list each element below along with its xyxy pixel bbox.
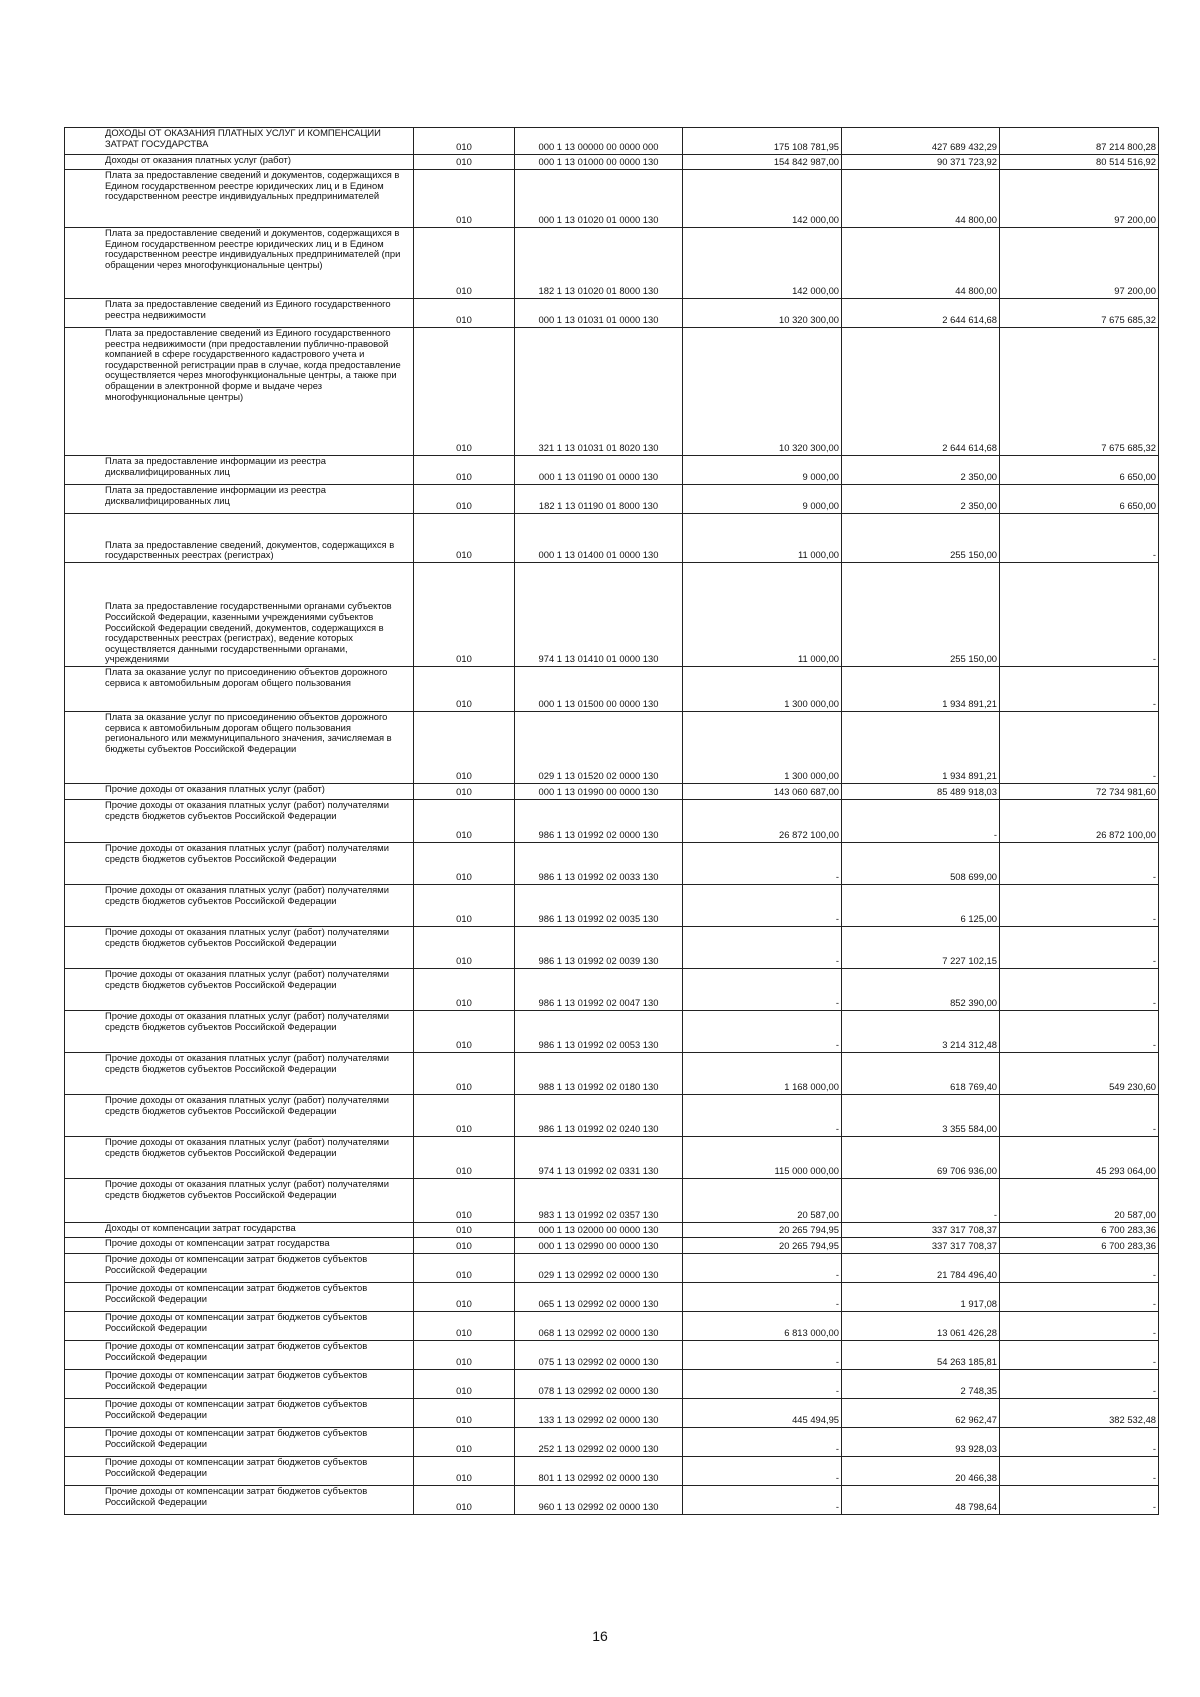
row-name-cell xyxy=(65,1011,414,1053)
row-budget-code-cell: 988 1 13 01992 02 0180 130 xyxy=(515,1053,683,1095)
row-budget-code-cell: 068 1 13 02992 02 0000 130 xyxy=(515,1312,683,1341)
row-value-2-cell: 69 706 936,00 xyxy=(842,1137,1000,1179)
row-name-text: Прочие доходы от оказания платных услуг (работ) получателями средств бюджетов субъектов Российской Федерации xyxy=(105,1010,389,1032)
table-row xyxy=(65,1238,1159,1254)
row-name-text: Прочие доходы от оказания платных услуг (работ) xyxy=(105,783,325,794)
row-value-1-cell: 20 265 794,95 xyxy=(683,1223,842,1238)
table-row xyxy=(65,1223,1159,1238)
table-row xyxy=(65,456,1159,485)
row-budget-code-cell: 000 1 13 01400 01 0000 130 xyxy=(515,514,683,563)
row-value-1-cell: - xyxy=(683,1011,842,1053)
row-line-code-cell: 010 xyxy=(414,1223,515,1238)
row-value-3-cell: 6 700 283,36 xyxy=(1000,1238,1159,1254)
row-value-3-cell: - xyxy=(1000,1095,1159,1137)
row-name-cell xyxy=(65,1137,414,1179)
row-budget-code-cell: 986 1 13 01992 02 0053 130 xyxy=(515,1011,683,1053)
row-budget-code-cell: 000 1 13 01020 01 0000 130 xyxy=(515,170,683,228)
row-value-3-cell: 382 532,48 xyxy=(1000,1399,1159,1428)
row-name-cell xyxy=(65,563,414,667)
row-name-cell xyxy=(65,1341,414,1370)
row-value-3-cell: 80 514 516,92 xyxy=(1000,155,1159,170)
table-row xyxy=(65,1457,1159,1486)
row-value-2-cell: 1 917,08 xyxy=(842,1283,1000,1312)
row-value-2-cell: 2 350,00 xyxy=(842,485,1000,514)
row-value-3-cell: - xyxy=(1000,712,1159,784)
row-line-code-cell: 010 xyxy=(414,1370,515,1399)
row-value-1-cell: - xyxy=(683,1428,842,1457)
table-row xyxy=(65,784,1159,800)
row-name-text: Плата за предоставление сведений, документов, содержащихся в государственных реестрах (регистрах) xyxy=(105,538,395,561)
row-budget-code-cell: 078 1 13 02992 02 0000 130 xyxy=(515,1370,683,1399)
row-name-text: Плата за оказание услуг по присоединению объектов дорожного сервиса к автомобильным дорогам общего пользования регионального или межмуниципального значения, зачисляемая в бюджеты субъектов Российской Федерации xyxy=(105,711,392,754)
row-name-text: Плата за предоставление государственными органами субъектов Российской Федерации, казенными учреждениями субъектов Российской Федерации сведений, документов, содержащихся в государственных реестрах (регистрах), ведение которых осуществляется данными государственными органами, учреждениями xyxy=(105,600,392,665)
row-value-3-cell: 6 650,00 xyxy=(1000,485,1159,514)
row-value-2-cell: 44 800,00 xyxy=(842,170,1000,228)
table-row xyxy=(65,969,1159,1011)
row-value-3-cell: - xyxy=(1000,1486,1159,1515)
row-value-3-cell: - xyxy=(1000,514,1159,563)
row-value-3-cell: 97 200,00 xyxy=(1000,228,1159,299)
row-name-text: Прочие доходы от компенсации затрат бюджетов субъектов Российской Федерации xyxy=(105,1456,368,1478)
row-value-1-cell: 10 320 300,00 xyxy=(683,328,842,456)
row-value-1-cell: - xyxy=(683,927,842,969)
row-budget-code-cell: 986 1 13 01992 02 0047 130 xyxy=(515,969,683,1011)
revenue-table xyxy=(64,127,1159,1515)
row-value-1-cell: 142 000,00 xyxy=(683,228,842,299)
table-row xyxy=(65,1137,1159,1179)
row-value-2-cell: 2 644 614,68 xyxy=(842,299,1000,328)
row-name-cell xyxy=(65,1399,414,1428)
row-name-text: Прочие доходы от компенсации затрат бюджетов субъектов Российской Федерации xyxy=(105,1427,368,1449)
row-value-1-cell: 10 320 300,00 xyxy=(683,299,842,328)
row-value-3-cell: 6 650,00 xyxy=(1000,456,1159,485)
row-line-code-cell: 010 xyxy=(414,1428,515,1457)
row-value-2-cell: 85 489 918,03 xyxy=(842,784,1000,800)
row-budget-code-cell: 000 1 13 01500 00 0000 130 xyxy=(515,667,683,712)
row-value-2-cell: 3 214 312,48 xyxy=(842,1011,1000,1053)
row-line-code-cell: 010 xyxy=(414,228,515,299)
row-value-1-cell: 6 813 000,00 xyxy=(683,1312,842,1341)
row-value-3-cell: - xyxy=(1000,1370,1159,1399)
row-line-code-cell: 010 xyxy=(414,1254,515,1283)
row-name-text: Прочие доходы от оказания платных услуг (работ) получателями средств бюджетов субъектов Российской Федерации xyxy=(105,842,389,864)
row-value-1-cell: - xyxy=(683,1283,842,1312)
row-value-2-cell: 1 934 891,21 xyxy=(842,712,1000,784)
row-name-cell xyxy=(65,927,414,969)
report-document xyxy=(64,127,1159,1515)
row-name-cell xyxy=(65,485,414,514)
row-name-cell xyxy=(65,128,414,155)
row-budget-code-cell: 974 1 13 01410 01 0000 130 xyxy=(515,563,683,667)
row-line-code-cell: 010 xyxy=(414,514,515,563)
row-value-1-cell: 11 000,00 xyxy=(683,563,842,667)
row-value-1-cell: 20 587,00 xyxy=(683,1179,842,1223)
row-line-code-cell: 010 xyxy=(414,969,515,1011)
row-name-text: Прочие доходы от компенсации затрат бюджетов субъектов Российской Федерации xyxy=(105,1340,368,1362)
table-row xyxy=(65,128,1159,155)
row-value-3-cell: 549 230,60 xyxy=(1000,1053,1159,1095)
row-budget-code-cell: 029 1 13 01520 02 0000 130 xyxy=(515,712,683,784)
row-value-1-cell: 9 000,00 xyxy=(683,485,842,514)
row-budget-code-cell: 986 1 13 01992 02 0033 130 xyxy=(515,843,683,885)
row-value-3-cell: - xyxy=(1000,843,1159,885)
row-name-cell xyxy=(65,299,414,328)
row-value-3-cell: - xyxy=(1000,885,1159,927)
row-name-text: Плата за предоставление сведений из Единого государственного реестра недвижимости xyxy=(105,298,391,320)
row-value-1-cell: 1 300 000,00 xyxy=(683,712,842,784)
row-name-cell xyxy=(65,885,414,927)
row-value-2-cell: 2 644 614,68 xyxy=(842,328,1000,456)
row-value-3-cell: 6 700 283,36 xyxy=(1000,1223,1159,1238)
row-name-cell xyxy=(65,1370,414,1399)
row-value-2-cell: 13 061 426,28 xyxy=(842,1312,1000,1341)
row-value-1-cell: 115 000 000,00 xyxy=(683,1137,842,1179)
row-value-2-cell: 44 800,00 xyxy=(842,228,1000,299)
row-value-2-cell: 48 798,64 xyxy=(842,1486,1000,1515)
row-name-text: Прочие доходы от компенсации затрат бюджетов субъектов Российской Федерации xyxy=(105,1282,368,1304)
table-row xyxy=(65,1341,1159,1370)
row-budget-code-cell: 065 1 13 02992 02 0000 130 xyxy=(515,1283,683,1312)
row-line-code-cell: 010 xyxy=(414,1457,515,1486)
table-row xyxy=(65,514,1159,563)
row-name-cell xyxy=(65,1457,414,1486)
row-name-cell xyxy=(65,843,414,885)
row-name-text: Прочие доходы от компенсации затрат государства xyxy=(105,1237,330,1248)
row-name-text: Прочие доходы от компенсации затрат бюджетов субъектов Российской Федерации xyxy=(105,1253,368,1275)
row-name-text: Прочие доходы от оказания платных услуг (работ) получателями средств бюджетов субъектов Российской Федерации xyxy=(105,1136,389,1158)
row-budget-code-cell: 986 1 13 01992 02 0039 130 xyxy=(515,927,683,969)
row-name-text: Плата за оказание услуг по присоединению объектов дорожного сервиса к автомобильным дорогам общего пользования xyxy=(105,666,388,688)
row-line-code-cell: 010 xyxy=(414,667,515,712)
row-value-3-cell: 97 200,00 xyxy=(1000,170,1159,228)
row-name-cell xyxy=(65,456,414,485)
row-line-code-cell: 010 xyxy=(414,800,515,843)
table-row xyxy=(65,1179,1159,1223)
table-row xyxy=(65,228,1159,299)
row-value-2-cell: 2 748,35 xyxy=(842,1370,1000,1399)
row-line-code-cell: 010 xyxy=(414,155,515,170)
table-row xyxy=(65,328,1159,456)
row-budget-code-cell: 986 1 13 01992 02 0240 130 xyxy=(515,1095,683,1137)
row-name-text: Прочие доходы от оказания платных услуг (работ) получателями средств бюджетов субъектов Российской Федерации xyxy=(105,1178,389,1200)
row-value-3-cell: 72 734 981,60 xyxy=(1000,784,1159,800)
row-name-text: Прочие доходы от оказания платных услуг (работ) получателями средств бюджетов субъектов Российской Федерации xyxy=(105,968,389,990)
row-value-3-cell: - xyxy=(1000,1283,1159,1312)
row-value-3-cell: 26 872 100,00 xyxy=(1000,800,1159,843)
row-value-1-cell: - xyxy=(683,1457,842,1486)
row-budget-code-cell: 182 1 13 01020 01 8000 130 xyxy=(515,228,683,299)
row-name-cell xyxy=(65,170,414,228)
row-value-2-cell: 20 466,38 xyxy=(842,1457,1000,1486)
row-budget-code-cell: 000 1 13 01990 00 0000 130 xyxy=(515,784,683,800)
row-budget-code-cell: 133 1 13 02992 02 0000 130 xyxy=(515,1399,683,1428)
row-value-3-cell: 7 675 685,32 xyxy=(1000,328,1159,456)
row-value-2-cell: 2 350,00 xyxy=(842,456,1000,485)
row-name-text: Плата за предоставление информации из реестра дисквалифицированных лиц xyxy=(105,455,326,477)
row-value-3-cell: 45 293 064,00 xyxy=(1000,1137,1159,1179)
row-name-text: Прочие доходы от оказания платных услуг (работ) получателями средств бюджетов субъектов Российской Федерации xyxy=(105,926,389,948)
row-value-3-cell: - xyxy=(1000,1341,1159,1370)
table-row xyxy=(65,712,1159,784)
row-budget-code-cell: 000 1 13 01031 01 0000 130 xyxy=(515,299,683,328)
table-row xyxy=(65,667,1159,712)
row-name-text: Прочие доходы от компенсации затрат бюджетов субъектов Российской Федерации xyxy=(105,1311,368,1333)
table-row xyxy=(65,155,1159,170)
row-value-1-cell: 142 000,00 xyxy=(683,170,842,228)
row-value-1-cell: 1 300 000,00 xyxy=(683,667,842,712)
row-line-code-cell: 010 xyxy=(414,1053,515,1095)
table-row xyxy=(65,885,1159,927)
row-line-code-cell: 010 xyxy=(414,1283,515,1312)
row-name-text: Доходы от компенсации затрат государства xyxy=(105,1222,296,1233)
row-name-cell xyxy=(65,712,414,784)
row-line-code-cell: 010 xyxy=(414,128,515,155)
row-value-1-cell: 154 842 987,00 xyxy=(683,155,842,170)
table-row xyxy=(65,927,1159,969)
row-budget-code-cell: 029 1 13 02992 02 0000 130 xyxy=(515,1254,683,1283)
row-budget-code-cell: 960 1 13 02992 02 0000 130 xyxy=(515,1486,683,1515)
row-value-3-cell: - xyxy=(1000,969,1159,1011)
row-budget-code-cell: 974 1 13 01992 02 0331 130 xyxy=(515,1137,683,1179)
row-value-1-cell: 20 265 794,95 xyxy=(683,1238,842,1254)
row-name-cell xyxy=(65,1095,414,1137)
row-value-1-cell: 175 108 781,95 xyxy=(683,128,842,155)
row-value-2-cell: 255 150,00 xyxy=(842,563,1000,667)
row-value-3-cell: - xyxy=(1000,1457,1159,1486)
table-row xyxy=(65,1370,1159,1399)
row-name-text: Прочие доходы от компенсации затрат бюджетов субъектов Российской Федерации xyxy=(105,1369,368,1391)
row-name-cell xyxy=(65,514,414,563)
row-name-cell xyxy=(65,1238,414,1254)
row-line-code-cell: 010 xyxy=(414,712,515,784)
row-name-text: Прочие доходы от оказания платных услуг (работ) получателями средств бюджетов субъектов Российской Федерации xyxy=(105,1094,389,1116)
row-value-2-cell: 90 371 723,92 xyxy=(842,155,1000,170)
row-name-cell xyxy=(65,969,414,1011)
row-name-cell xyxy=(65,1223,414,1238)
row-value-3-cell: - xyxy=(1000,927,1159,969)
row-value-1-cell: - xyxy=(683,885,842,927)
row-name-cell xyxy=(65,1312,414,1341)
table-row xyxy=(65,1399,1159,1428)
row-value-1-cell: 1 168 000,00 xyxy=(683,1053,842,1095)
row-value-2-cell: 1 934 891,21 xyxy=(842,667,1000,712)
row-value-3-cell: - xyxy=(1000,667,1159,712)
row-value-2-cell: 7 227 102,15 xyxy=(842,927,1000,969)
row-name-cell xyxy=(65,1283,414,1312)
row-value-1-cell: - xyxy=(683,1486,842,1515)
row-value-1-cell: 26 872 100,00 xyxy=(683,800,842,843)
row-value-3-cell: - xyxy=(1000,1428,1159,1457)
row-line-code-cell: 010 xyxy=(414,784,515,800)
row-value-1-cell: 445 494,95 xyxy=(683,1399,842,1428)
row-value-2-cell: - xyxy=(842,800,1000,843)
table-row xyxy=(65,800,1159,843)
row-value-3-cell: 20 587,00 xyxy=(1000,1179,1159,1223)
page-number: 16 xyxy=(592,1628,608,1644)
row-value-2-cell: 337 317 708,37 xyxy=(842,1223,1000,1238)
table-row xyxy=(65,1053,1159,1095)
row-value-1-cell: 143 060 687,00 xyxy=(683,784,842,800)
row-line-code-cell: 010 xyxy=(414,885,515,927)
row-value-1-cell: - xyxy=(683,1095,842,1137)
row-name-cell xyxy=(65,155,414,170)
row-line-code-cell: 010 xyxy=(414,1312,515,1341)
row-name-text: Доходы от оказания платных услуг (работ) xyxy=(105,154,291,165)
row-line-code-cell: 010 xyxy=(414,299,515,328)
row-line-code-cell: 010 xyxy=(414,1011,515,1053)
table-row xyxy=(65,1486,1159,1515)
row-value-1-cell: - xyxy=(683,843,842,885)
row-budget-code-cell: 000 1 13 01000 00 0000 130 xyxy=(515,155,683,170)
row-value-2-cell: 6 125,00 xyxy=(842,885,1000,927)
row-budget-code-cell: 000 1 13 02990 00 0000 130 xyxy=(515,1238,683,1254)
row-value-2-cell: 21 784 496,40 xyxy=(842,1254,1000,1283)
revenue-table-body xyxy=(65,128,1159,1515)
row-name-text: Прочие доходы от компенсации затрат бюджетов субъектов Российской Федерации xyxy=(105,1485,368,1507)
row-name-cell xyxy=(65,1486,414,1515)
row-budget-code-cell: 983 1 13 01992 02 0357 130 xyxy=(515,1179,683,1223)
row-name-text: Прочие доходы от компенсации затрат бюджетов субъектов Российской Федерации xyxy=(105,1398,368,1420)
row-line-code-cell: 010 xyxy=(414,927,515,969)
table-row xyxy=(65,843,1159,885)
row-value-3-cell: - xyxy=(1000,1254,1159,1283)
row-value-3-cell: 7 675 685,32 xyxy=(1000,299,1159,328)
row-name-cell xyxy=(65,667,414,712)
row-name-cell xyxy=(65,1428,414,1457)
row-budget-code-cell: 000 1 13 00000 00 0000 000 xyxy=(515,128,683,155)
row-value-3-cell: 87 214 800,28 xyxy=(1000,128,1159,155)
table-row xyxy=(65,299,1159,328)
row-name-text: Прочие доходы от оказания платных услуг (работ) получателями средств бюджетов субъектов Российской Федерации xyxy=(105,1052,389,1074)
row-value-2-cell: 62 962,47 xyxy=(842,1399,1000,1428)
row-name-text: Прочие доходы от оказания платных услуг (работ) получателями средств бюджетов субъектов Российской Федерации xyxy=(105,799,389,821)
row-budget-code-cell: 986 1 13 01992 02 0035 130 xyxy=(515,885,683,927)
row-budget-code-cell: 986 1 13 01992 02 0000 130 xyxy=(515,800,683,843)
row-value-2-cell: 427 689 432,29 xyxy=(842,128,1000,155)
row-line-code-cell: 010 xyxy=(414,1399,515,1428)
table-row xyxy=(65,1254,1159,1283)
row-name-cell xyxy=(65,1179,414,1223)
row-value-1-cell: - xyxy=(683,1370,842,1399)
row-budget-code-cell: 182 1 13 01190 01 8000 130 xyxy=(515,485,683,514)
row-name-cell xyxy=(65,228,414,299)
row-value-2-cell: 3 355 584,00 xyxy=(842,1095,1000,1137)
row-value-1-cell: - xyxy=(683,1254,842,1283)
row-line-code-cell: 010 xyxy=(414,1179,515,1223)
row-line-code-cell: 010 xyxy=(414,1137,515,1179)
row-name-cell xyxy=(65,1254,414,1283)
row-name-text: Плата за предоставление сведений и документов, содержащихся в Едином государственном реестре юридических лиц и в Едином государственном реестре индивидуальных предпринимателей xyxy=(105,169,400,202)
table-row xyxy=(65,485,1159,514)
row-line-code-cell: 010 xyxy=(414,456,515,485)
row-value-2-cell: 54 263 185,81 xyxy=(842,1341,1000,1370)
table-row xyxy=(65,563,1159,667)
table-row xyxy=(65,1312,1159,1341)
row-value-2-cell: 852 390,00 xyxy=(842,969,1000,1011)
row-line-code-cell: 010 xyxy=(414,328,515,456)
row-line-code-cell: 010 xyxy=(414,563,515,667)
row-value-2-cell: 255 150,00 xyxy=(842,514,1000,563)
row-name-text: Прочие доходы от оказания платных услуг (работ) получателями средств бюджетов субъектов Российской Федерации xyxy=(105,884,389,906)
row-value-2-cell: 508 699,00 xyxy=(842,843,1000,885)
row-name-cell xyxy=(65,1053,414,1095)
table-row xyxy=(65,1428,1159,1457)
row-value-1-cell: - xyxy=(683,969,842,1011)
row-name-cell xyxy=(65,328,414,456)
row-line-code-cell: 010 xyxy=(414,1095,515,1137)
row-name-cell xyxy=(65,784,414,800)
table-row xyxy=(65,170,1159,228)
row-name-text: Плата за предоставление сведений и документов, содержащихся в Едином государственном реестре юридических лиц и в Едином государственном реестре индивидуальных предпринимателей (при обращении через многофункциональные центры) xyxy=(105,227,401,270)
row-value-3-cell: - xyxy=(1000,1312,1159,1341)
row-name-text: ДОХОДЫ ОТ ОКАЗАНИЯ ПЛАТНЫХ УСЛУГ И КОМПЕНСАЦИИ ЗАТРАТ ГОСУДАРСТВА xyxy=(105,127,381,149)
row-value-2-cell: 337 317 708,37 xyxy=(842,1238,1000,1254)
row-budget-code-cell: 075 1 13 02992 02 0000 130 xyxy=(515,1341,683,1370)
row-line-code-cell: 010 xyxy=(414,1486,515,1515)
row-line-code-cell: 010 xyxy=(414,1238,515,1254)
table-row xyxy=(65,1011,1159,1053)
row-budget-code-cell: 252 1 13 02992 02 0000 130 xyxy=(515,1428,683,1457)
row-line-code-cell: 010 xyxy=(414,170,515,228)
row-line-code-cell: 010 xyxy=(414,843,515,885)
row-budget-code-cell: 321 1 13 01031 01 8020 130 xyxy=(515,328,683,456)
row-value-3-cell: - xyxy=(1000,1011,1159,1053)
row-value-1-cell: 9 000,00 xyxy=(683,456,842,485)
row-budget-code-cell: 000 1 13 01190 01 0000 130 xyxy=(515,456,683,485)
row-value-3-cell: - xyxy=(1000,563,1159,667)
row-line-code-cell: 010 xyxy=(414,1341,515,1370)
row-name-text: Плата за предоставление сведений из Единого государственного реестра недвижимости (при предоставлении публично-правовой компанией в сфере государственного кадастрового учета и государственной регистрации прав в случае, когда предоставление осуществляется через многофункциональные центры, а также при обращении в электронной форме и выдаче через многофункциональные центры) xyxy=(105,327,401,402)
row-value-2-cell: 93 928,03 xyxy=(842,1428,1000,1457)
row-line-code-cell: 010 xyxy=(414,485,515,514)
row-budget-code-cell: 000 1 13 02000 00 0000 130 xyxy=(515,1223,683,1238)
row-value-1-cell: 11 000,00 xyxy=(683,514,842,563)
row-name-text: Плата за предоставление информации из реестра дисквалифицированных лиц xyxy=(105,484,326,506)
table-row xyxy=(65,1095,1159,1137)
row-value-1-cell: - xyxy=(683,1341,842,1370)
table-row xyxy=(65,1283,1159,1312)
row-value-2-cell: 618 769,40 xyxy=(842,1053,1000,1095)
row-budget-code-cell: 801 1 13 02992 02 0000 130 xyxy=(515,1457,683,1486)
row-name-cell xyxy=(65,800,414,843)
row-value-2-cell: - xyxy=(842,1179,1000,1223)
